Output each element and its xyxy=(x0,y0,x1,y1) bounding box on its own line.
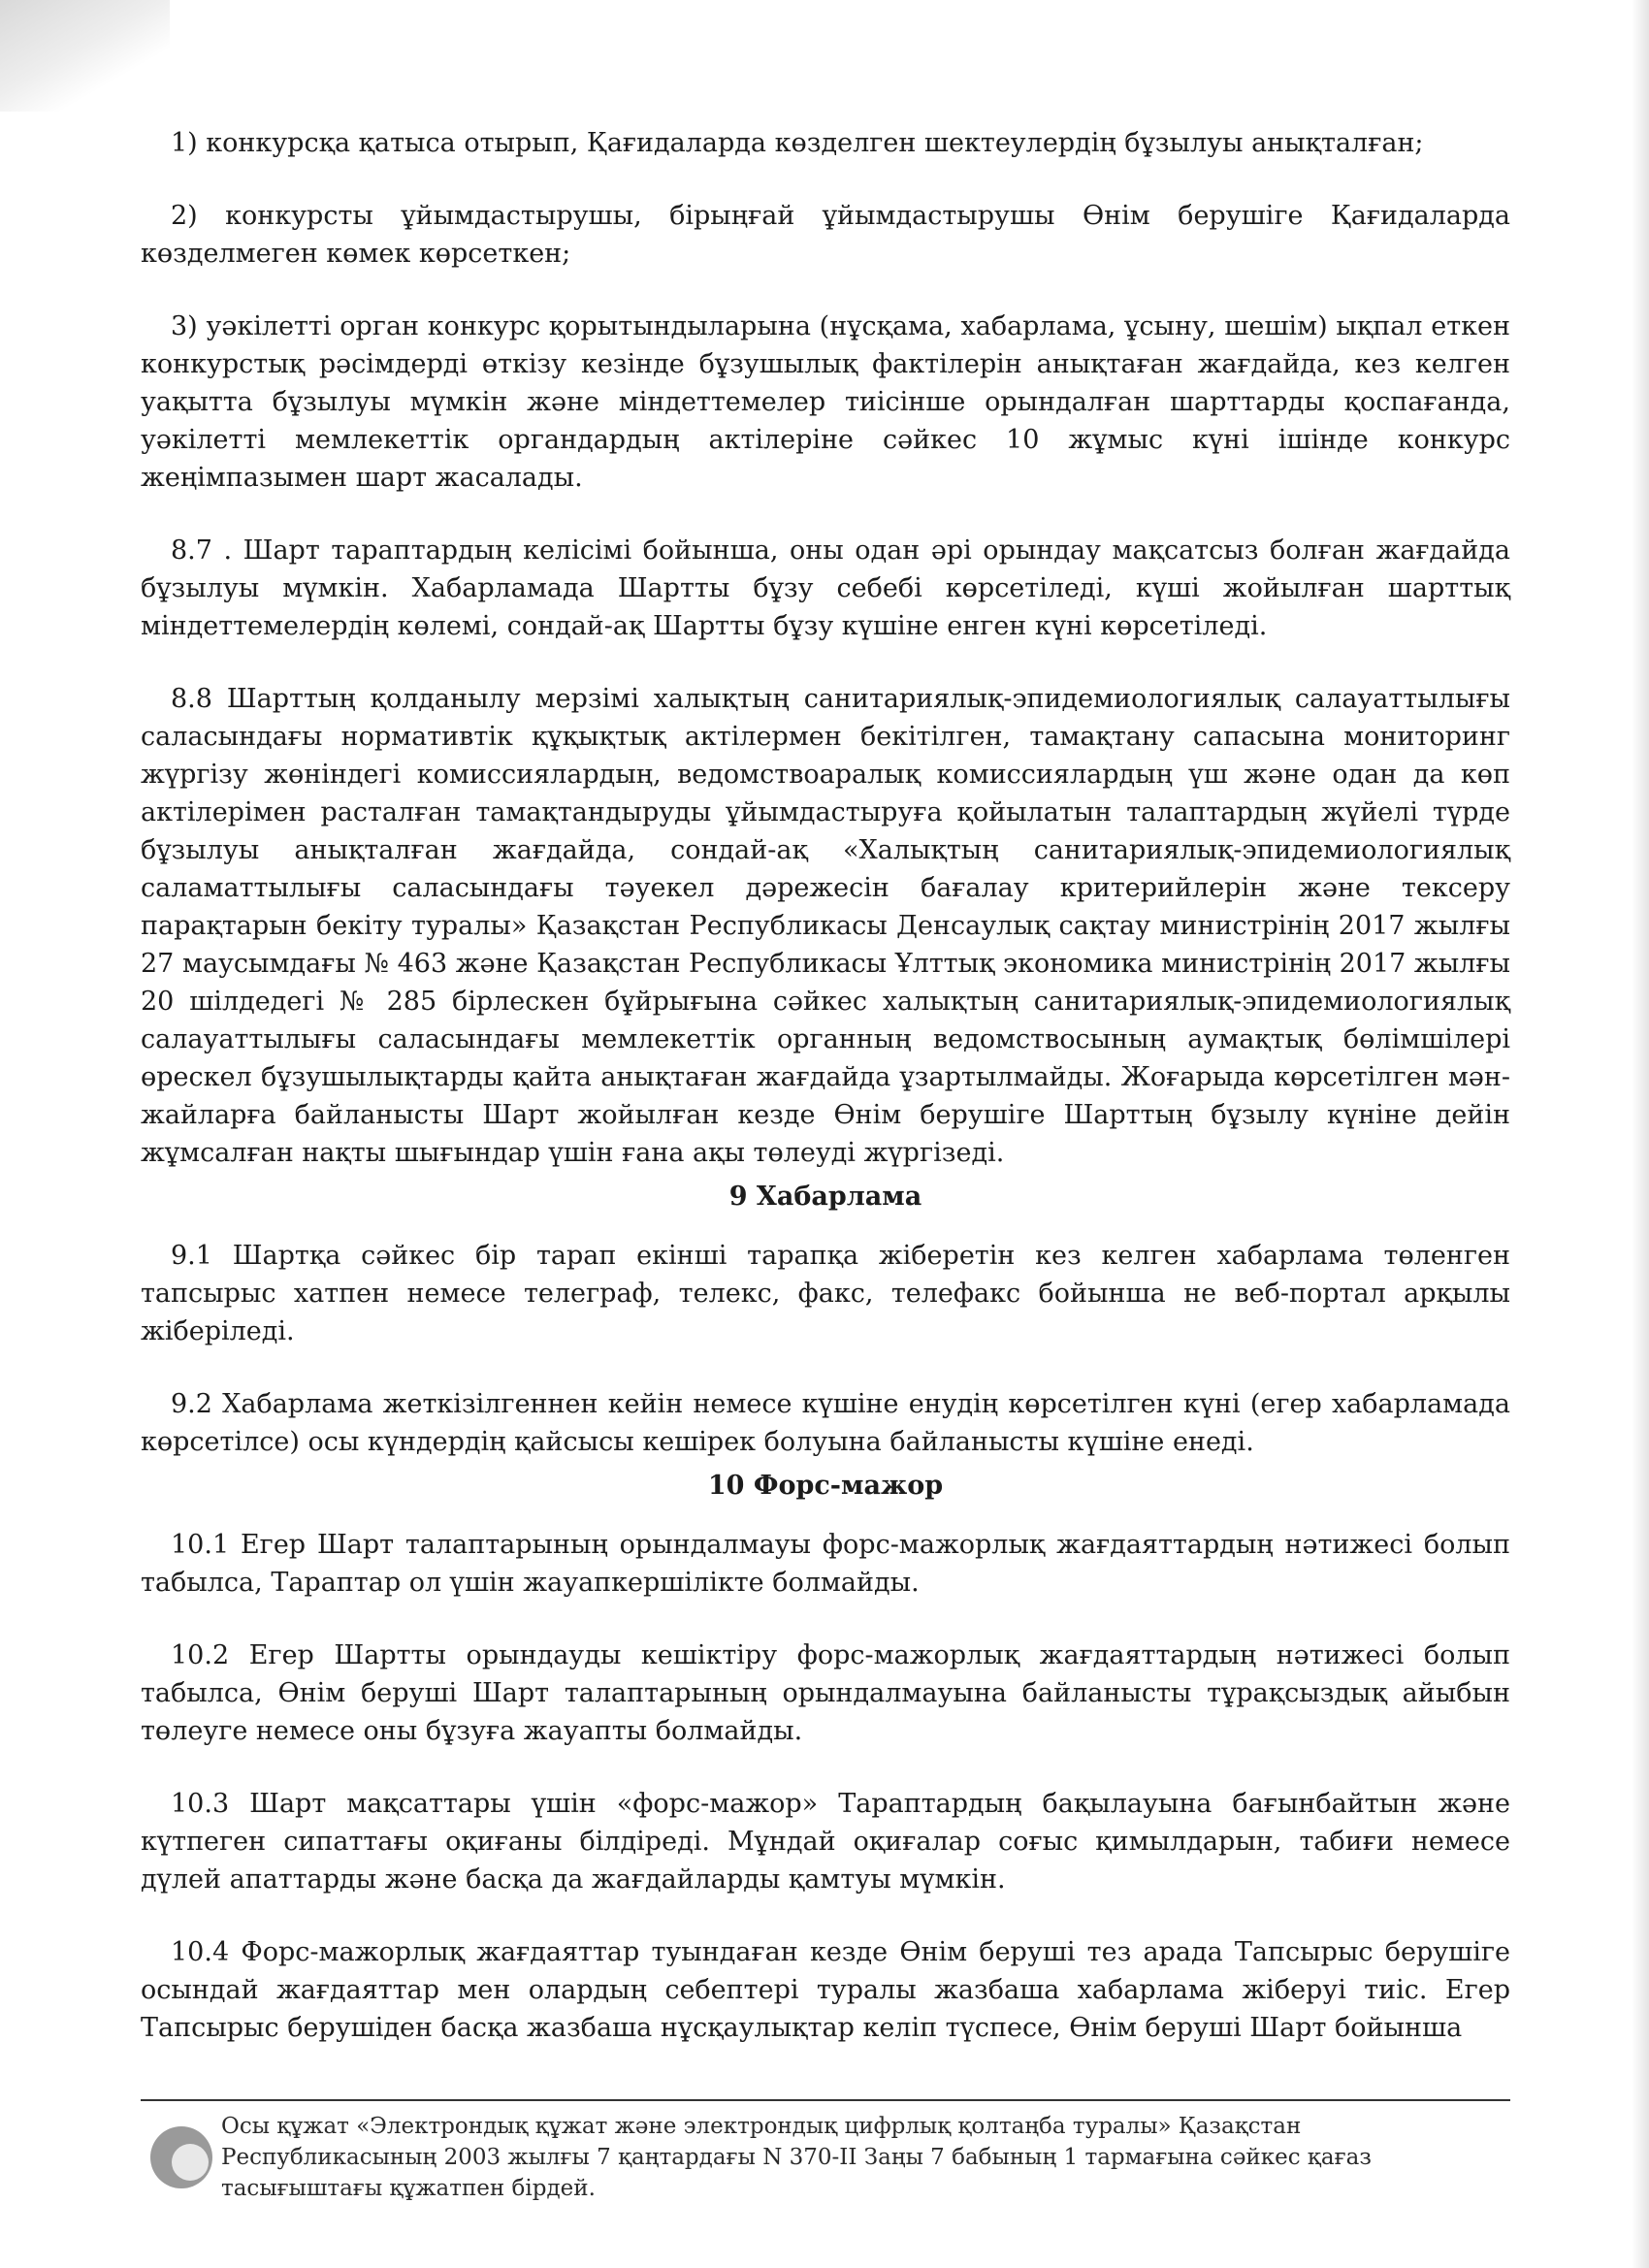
paragraph-10-4: 10.4 Форс-мажорлық жағдаяттар туындаған кезде Өнім беруші тез арада Тапсырыс берушіге осындай жағдаяттар мен олардың себептері туралы жазбаша хабарлама жіберуі тиіс. Егер Тапсырыс берушіден басқа жазбаша нұсқаулықтар келіп түспесе, Өнім беруші Шарт бойынша xyxy=(141,1937,1510,2043)
paragraph-item-3: 3) уәкілетті орган конкурс қорытындыларына (нұсқама, хабарлама, ұсыну, шешім) ықпал еткен конкурстық рәсімдерді өткізу кезінде бұзушылық фактілерін анықтаған жағдайда, кез келген уақытта бұзылуы мүмкін және міндеттемелер тиісінше орындалған шарттарды қоспағанда, уәкілетті мемлекеттік органдардың актілеріне сәйкес 10 жұмыс күні ішінде конкурс жеңімпазымен шарт жасалады. xyxy=(141,311,1510,493)
footer-line-1: Осы құжат «Электрондық құжат және электрондық цифрлық қолтаңба туралы» Қазақстан xyxy=(221,2114,1302,2139)
paragraph-9-1: 9.1 Шартқа сәйкес бір тарап екінші тарапқа жіберетін кез келген хабарлама төленген тапсырыс хатпен немесе телеграф, телекс, факс, телефакс бойынша не веб-портал арқылы жіберіледі. xyxy=(141,1241,1510,1346)
scan-edge-shadow xyxy=(1632,0,1649,2268)
paragraph-8-8: 8.8 Шарттың қолданылу мерзімі халықтың санитариялық-эпидемиологиялық салауаттылығы саласындағы нормативтік құқықтық актілермен бекітілген, тамақтану сапасына мониторинг жүргізу жөніндегі комиссиялардың, ведомствоаралық комиссиялардың үш және одан да көп актілерімен расталған тамақтандыруды ұйымдастыруға қойылатын талаптардың жүйелі түрде бұзылуы анықталған жағдайда, сондай-ақ «Халықтың санитариялық-эпидемиологиялық саламаттылығы саласындағы тәуекел дәрежесін бағалау критерийлерін және тексеру парақтарын бекіту туралы» Қазақстан Республикасы Денсаулық сақтау министрінің 2017 жылғы 27 маусымдағы № 463 және Қазақстан Республикасы Ұлттық экономика министрінің 2017 жылғы 20 шілдедегі № 285 бірлескен бұйрығына сәйкес халықтың санитариялық-эпидемиологиялық салауаттылығы саласындағы мемлекеттік органның ведомствосының аумақтық бөлімшілері өрескел бұзушылықтарды қайта анықтаған жағдайда ұзартылмайды. Жоғарыда көрсетілген мән-жайларға байланысты Шарт жойылған кезде Өнім берушіге Шарттың бұзылу күніне дейін жұмсалған нақты шығындар үшін ғана ақы төлеуді жүргізеді. xyxy=(141,684,1510,1168)
paragraph-10-2: 10.2 Егер Шартты орындауды кешіктіру форс-мажорлық жағдаяттардың нәтижесі болып табылса, Өнім беруші Шарт талаптарының орындалмауына байланысты тұрақсыздық айыбын төлеуге немесе оны бұзуға жауапты болмайды. xyxy=(141,1640,1510,1746)
section-heading-10: 10 Форс-мажор xyxy=(707,1471,944,1501)
seal-stamp-icon xyxy=(150,2126,212,2188)
paragraph-10-3: 10.3 Шарт мақсаттары үшін «форс-мажор» Тараптардың бақылауына бағынбайтын және күтпеген сипаттағы оқиғаны білдіреді. Мұндай оқиғалар соғыс қимылдарын, табиғи немесе дүлей апаттарды және басқа да жағдайларды қамтуы мүмкін. xyxy=(141,1789,1510,1895)
footer-note xyxy=(221,2111,1434,2204)
footer-line-3: тасығыштағы құжатпен бірдей. xyxy=(221,2176,596,2201)
paragraph-8-7: 8.7 . Шарт тараптардың келісімі бойынша, оны одан әрі орындау мақсатсыз болған жағдайда бұзылуы мүмкін. Хабарламада Шартты бұзу себебі көрсетіледі, күші жойылған шарттық міндеттемелердің көлемі, сондай-ақ Шартты бұзу күшіне енген күні көрсетіледі. xyxy=(141,535,1510,641)
footer-line-2: Республикасының 2003 жылғы 7 қаңтардағы N 370-II Заңы 7 бабының 1 тармағына сәйкес қағаз xyxy=(221,2145,1372,2170)
paragraph-10-1: 10.1 Егер Шарт талаптарының орындалмауы форс-мажорлық жағдаяттардың нәтижесі болып табылса, Тараптар ол үшін жауапкершілікте болмайды. xyxy=(141,1530,1510,1598)
paragraph-9-2: 9.2 Хабарлама жеткізілгеннен кейін немесе күшіне енудің көрсетілген күні (егер хабарламада көрсетілсе) осы күндердің қайсысы кешірек болуына байланысты күшіне енеді. xyxy=(141,1389,1510,1457)
paragraph-item-2: 2) конкурсты ұйымдастырушы, бірыңғай ұйымдастырушы Өнім берушіге Қағидаларда көзделмеген көмек көрсеткен; xyxy=(141,201,1510,269)
footer-divider xyxy=(141,2099,1510,2101)
paragraph-item-1: 1) конкурсқа қатыса отырып, Қағидаларда көзделген шектеулердің бұзылуы анықталған; xyxy=(171,128,1424,158)
document-body xyxy=(141,124,1510,2047)
page-fold-corner xyxy=(0,0,170,112)
section-heading-9: 9 Хабарлама xyxy=(728,1182,922,1212)
